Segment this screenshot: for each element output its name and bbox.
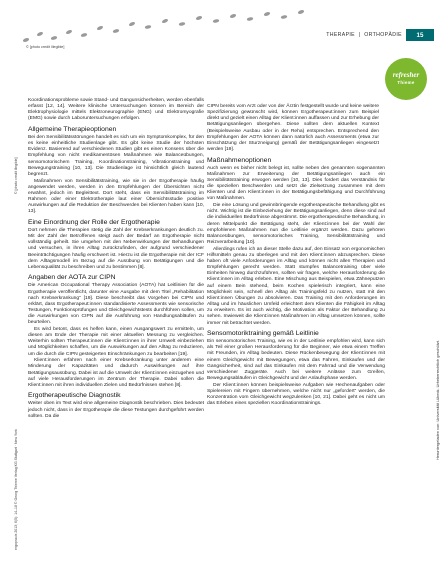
header-section: THERAPIE [326, 32, 355, 38]
refresher-brand: Thieme [397, 80, 415, 86]
header-section-label [310, 32, 402, 38]
body-paragraph: CIPN bereits vom Arzt oder von der Ärztin festgestellt wurde und keine weitere Spezifizierung gewünscht wird, können Ergotherapeut:innen zum Beispiel direkt und gezielt einen Alltag der Klient:innen auffassen und zur Erhebung der Betätigungsanliegen übergehen. Diese sollten dem aktuellen Kontext (Beispielsweise Ausbau oder in der Reha) entsprechen. Entsprechend den Empfehlungen der AOTA können dann natürlich auch Assessments (etwa zur Einschätzung der Sturzneigung) gemäß der Betätigungsanliegen eingesetzt werden [19]. [207, 104, 379, 153]
left-text-column [28, 98, 204, 420]
body-paragraph: Auch wenn es bisher nicht belegt ist, sollte neben den genannten sogenannten Maßnahmen zur Erweiterung der Betätigungsanliegen auch ein Sensibilitätstraining erwogen werden [10, 13]. Dies fordert das Verständnis für die speziellen Beschwerden und setzt die Zielsetzung zusammen mit dem Klienten und den Klient:innen in der Betätigungsbefähigung und Durchführung von Maßnahmen. [207, 165, 385, 202]
section-heading: Maßnahmenoptionen [207, 156, 272, 164]
section-heading: Allgemeine Therapieoptionen [28, 126, 117, 134]
page-number: 15 [406, 29, 434, 41]
body-paragraph: Es wird betont, dass es helfen kann, einen Ausgangswert zu ermitteln, um diesen am Ende der Therapie mit einer aktuellen Messung zu vergleichen. Weiterhin sollten Therapeut:innen die Klient:innen in ihrer Umwelt einbeziehen und Möglichkeiten schaffen, um die Auswirkungen auf den Alltag zu reduzieren, um die durch die CIPN gesteigerten Einschränkungen zu bearbeiten [19]. [28, 327, 204, 357]
body-paragraph: Klient:innen erfahren nach einer Krebserkrankung unter anderem eine Minderung der Kapazitäten und dadurch Auswirkungen auf ihre Betätigungsausübung. Dabei ist auf die Umwelt der Klient:innen einzugehen und auf viele Herausforderungen im Zentrum der Therapie. Dabei sollen die Klient:innen mit ihren individuellen Zielen und Bedürfnissen stehen [8]. [28, 358, 204, 388]
section-heading: Sensomotoriktraining gemäß Leitlinie [207, 330, 319, 338]
right-text-column [207, 104, 385, 408]
footprint-trail-decoration [14, 4, 314, 50]
section-heading: Angaben der AOTA zur CIPN [28, 274, 116, 282]
running-header [310, 29, 446, 41]
body-paragraph: Der Klient:innen können beispielsweise Aufgaben wie Hechenaufgaben oder Spielereien mit Fingern übernehmen, welche nicht nur „gefordert“ werden, die Konzentration vom Gleichgewicht wegzulenken [10, 21]. Dabei geht es nicht um das Erleben eines speziellen Koordinationstrainings. [207, 382, 385, 407]
body-paragraph: Dort nehmen die Therapien stetig die Zahl der Krebserkrankungen deutlich zu. Mit der Zahl der Betroffenen steigt auch der Bedarf an Ergotherapie nicht vollständig geheilt. Sie umgehen mit den Nebenwirkungen der Behandlungen und versuchen, in ihren Alltag zurückzufinden, der aufgrund verschiedener Beeinträchtigungen häufig erschwert ist. Hierzu ist die Ergotherapie mit der ICF dem Alltagsmodell im Bezug auf die Ausübung von Betätigungen und die Lebensqualität zu beschreiben und zu bestimmen [8]. [28, 227, 204, 270]
section-heading: Ergotherapeutische Diagnostik [28, 392, 121, 400]
section-heading: Eine Einordnung der Rolle der Ergotherapie [28, 218, 160, 226]
body-paragraph: Maßnahmen von Sensibilitätstraining, wie sie in der Ergotherapie häufig angewendet werden, werden in den Empfehlungen der Übersichten nicht erwähnt, jedoch im Begleittext. Dort steht, dass ein Sensibilitätstraining im Rahmen oder einer Elektrotherapie laut einer Übersichtsstudie positive Auswirkungen auf die Reduktion der Beschwerden bei Klienten haben kann [10, 13]. [28, 178, 204, 215]
body-paragraph: Die eine Lösung und gewinnbringende ergotherapeutische Behandlung gibt es nicht. Wichtig ist die Einbeziehung der Betätigungsanliegen, denn diese sind auf die individuellen Bedürfnisse abgestimmt. Die ergotherapeutische Behandlung, in deren Mittelpunkt die Betätigung steht, der Klient:innen bei der Wahl der empfohlenen Maßnahmen nun die Leitlinie ergänzt werden. Dazu gehören Balanceübungen, sensomotorisches Training, Sensibilitätstraining und Reizverarbeitung [10]. [207, 203, 385, 246]
side-note-right [428, 240, 438, 460]
photo-credit: © [photo credit illegible] [26, 45, 65, 49]
side-note-left-bottom [8, 390, 16, 550]
side-note-left-bottom-text: ergopraxis 2013; 6(5): 14–18 © Georg Thieme Verlag KG Stuttgart · New York [14, 429, 18, 550]
header-separator: | [358, 32, 361, 38]
header-subsection: ORTHOPÄDIE [364, 32, 402, 38]
refresher-badge [385, 58, 427, 100]
side-note-right-text: Heruntergeladen von: Universität Lübeck. Urheberrechtlich geschützt. [435, 339, 440, 460]
body-paragraph: Koordinationsprobleme sowie Stand- und Gangunsicherheiten, werden ebenfalls erfasst [12, 14]. Weitere klinische Untersuchungen können im Bereich der Elektrophysiologie mittels Elektroneurographie (ENG) und Elektromyografie (EMG) sowie durch Laboruntersuchungen erfolgen. [28, 98, 204, 122]
body-paragraph: Bei den Sensibilitätsstörungen handelt es sich um ein Symptomkomplex, für den es keine einheitliche Studienlage gibt. Es gibt keine Studie der höchsten Evidenz. Basierend auf verschiedenen Studien gibt es einen Konsens über die Empfehlung von nicht medikamentösen Maßnahmen wie Balanceübungen, sensomotorischem Training, Koordinationstraining, Vibrationstraining und Bewegungstraining [10, 13]. Die Studienlage ist hinsichtlich gleich lautend begrenzt. [28, 135, 204, 177]
side-note-left-top-text: © [photo credit illegible] [14, 157, 18, 194]
refresher-label: refresher [392, 71, 420, 80]
body-paragraph: Ein sensomotorisches Training, wie es in der Leitlinie empfohlen wird, kann sich als Teil einer großen Herausforderung für die Beginner, wie etwa einem Treffen mit Freunden, im Alltag bedeuten. Diese Rückenbewegung der Klient:innen mit einem Gleichgewicht mit Bewegungen, etwa das Fahren, Einkaufen und der Gangsicherheit, sind auf das Einkaufen mit dem Fahrrad und die Verwendung verschiedener Zuggeräte. Auch bei weitere Anlässe zum Greifen, Bewegungsabläufen in Gleichgewicht und der Anlaufsphase werden. [207, 339, 385, 382]
body-paragraph: Weiter oben im Text wird eine allgemeine Diagnostik beschrieben. Dies bedeutet jedoch nicht, dass in der Ergotherapie die diese Testungen durchgeführt werden sollten. Da die [28, 401, 204, 419]
side-note-left-top [8, 44, 16, 194]
body-paragraph: Die American Occupational Therapy Association (AOTA) hat Leitlinien für die Ergotherapie veröffentlicht, darunter eine Ausgabe mit dem Titel „Rehabilitation nach Krebserkrankung“ [19]. Diese beschreibt das Vorgehen bei CIPN und erklärt, dass Ergotherapeut:innen standardisierte Assessments wie sensorische Testungen, Funktionsprüfungen und Gleichgewichtstests durchführen sollen, um die Auswirkungen von CIPN auf die Ausführung von Handlungsabläufen zu beurteilen. [28, 283, 204, 326]
body-paragraph: Allerdings rufen ich an dieser Stelle dazu auf, den Einsatz von ergonomischen Hilfsmitteln genau zu überlegen und mit den Klient:innen abzusprechen. Diese haben oft viele Anforderungen im Alltag und können nicht allen Therapien und Empfehlungen gerecht werden. Statt stumpfes Balancetraining über viele Einheiten hinweg durchzuführen, sollten wir fragen, welche Herausforderung die Klient:innen im Alltag erleben. Eine Mischung aus Beispielen, etwa Zähneputzen auf einem Bein stehend, beim Kochen spielerisch integriert, kann eine Möglichkeit sein, schnell den Alltag als Trainingsfeld zu nutzen, statt mit den Klient:innen Übungen zu absolvieren. Das Training mit den Anforderungen im Alltag und im häuslichen Umfeld erleichtert dem Klienten die Fähigkeit im Alltag zu erweitern. Es ist auch wichtig, die Motivation als Faktor der Behandlung zu sehen. Inwieweit die Klient:innen Maßnahmen im Alltag umsetzen können, sollte immer mit betrachtet werden. [207, 246, 385, 326]
